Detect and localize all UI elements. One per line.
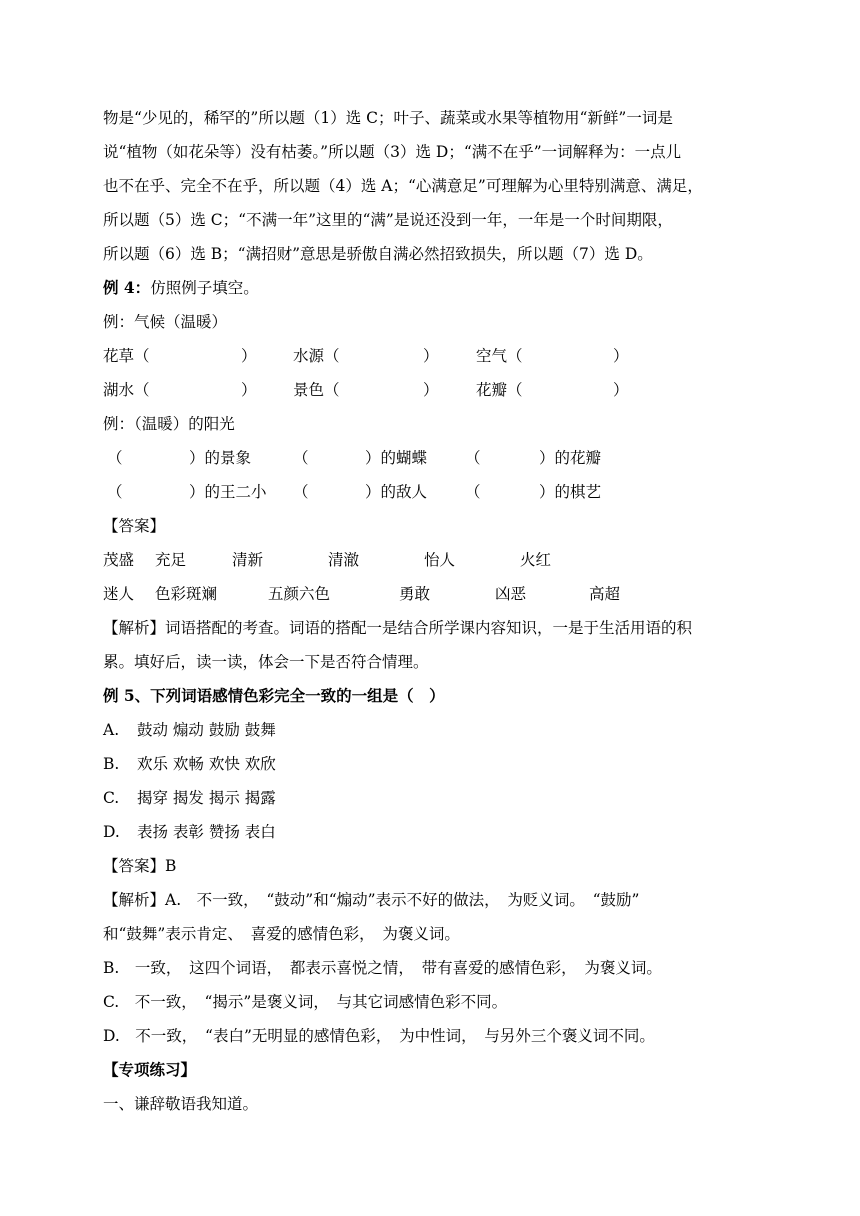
example5-title: 例 5、下列词语感情色彩完全一致的一组是（ ） [103,686,445,705]
analysis-line: 【解析】A. 不一致， “鼓动”和“煽动”表示不好的做法， 为贬义词。 “鼓励” [103,891,640,909]
option-text: 鼓动 煽动 鼓励 鼓舞 [137,721,276,739]
fill-item-close: ） [613,381,629,399]
answer-word: 茂盛 [103,551,135,569]
fill-item-open: 景色（ [293,381,340,399]
example5-answer: 【答案】B [103,857,177,875]
practice-heading: 【专项练习】 [103,1060,197,1079]
analysis-line: 累。填好后，读一读，体会一下是否符合情理。 [103,653,429,671]
answer-word: 迷人 [103,585,135,603]
fill-item-open: 湖水（ [103,381,150,399]
fill-item-suffix: ）的棋艺 [539,483,602,501]
answer-word: 高超 [589,585,621,603]
analysis-line: D. 不一致， “表白”无明显的感情色彩， 为中性词， 与另外三个褒义词不同。 [103,1027,655,1045]
analysis-line: B. 一致， 这四个词语， 都表示喜悦之情， 带有喜爱的感情色彩， 为褒义词。 [103,959,662,977]
answer-word: 火红 [520,551,552,569]
fill-item-close: ） [613,347,629,365]
fill-item-suffix: ）的景象 [189,449,252,467]
fill-item-open: 花瓣（ [476,381,523,399]
option-letter: A. [103,721,120,739]
explanation-line: 所以题（5）选 C；“不满一年”这里的“满”是说还没到一年，一年是一个时间期限， [103,211,673,229]
example4-sample1: 例：气候（温暖） [103,313,228,331]
option-letter: C. [103,789,120,807]
fill-item-open: （ [107,449,123,467]
answer-word: 清新 [232,551,264,569]
fill-item-suffix: ）的花瓣 [539,449,602,467]
fill-item-close: ） [423,347,439,365]
analysis-line: C. 不一致， “揭示”是褒义词， 与其它词感情色彩不同。 [103,993,508,1011]
analysis-line: 和“鼓舞”表示肯定、 喜爱的感情色彩， 为褒义词。 [103,925,460,943]
fill-item-open: （ [293,483,309,501]
explanation-line: 所以题（6）选 B；“满招财”意思是骄傲自满必然招致损失，所以题（7）选 D。 [103,245,653,263]
fill-item-suffix: ）的蝴蝶 [365,449,428,467]
fill-item-close: ） [423,381,439,399]
example4-heading [103,277,763,299]
analysis-line: 【解析】词语搭配的考查。词语的搭配一是结合所学课内容知识，一是于生活用语的积 [103,619,693,637]
fill-item-suffix: ）的敌人 [365,483,428,501]
fill-item-open: （ [465,449,481,467]
fill-item-open: （ [293,449,309,467]
answer-word: 色彩斑斓 [155,585,218,603]
fill-item-open: 水源（ [293,347,340,365]
option-text: 欢乐 欢畅 欢快 欢欣 [137,755,276,773]
answer-word: 怡人 [424,551,456,569]
explanation-line: 也不在乎、完全不在乎，所以题（4）选 A；“心满意足”可理解为心里特别满意、满足， [103,177,703,195]
example4-title: 仿照例子填空。 [150,279,259,297]
fill-item-open: （ [107,483,123,501]
fill-item-open: 空气（ [476,347,523,365]
answer-label: 【答案】 [103,517,166,535]
answer-word: 勇敢 [399,585,431,603]
fill-item-open: 花草（ [103,347,150,365]
fill-item-open: （ [465,483,481,501]
fill-item-suffix: ）的王二小 [189,483,267,501]
explanation-line: 物是“少见的，稀罕的”所以题（1）选 C；叶子、蔬菜或水果等植物用“新鲜”一词是 [103,109,673,127]
answer-word: 清澈 [328,551,360,569]
practice-item: 一、谦辞敬语我知道。 [103,1095,259,1113]
option-letter: B. [103,755,120,773]
explanation-line: 说“植物（如花朵等）没有枯萎。”所以题（3）选 D；“满不在乎”一词解释为：一点儿 [103,143,682,161]
example4-sample2: 例：（温暖）的阳光 [103,415,235,433]
fill-item-close: ） [241,347,257,365]
option-text: 揭穿 揭发 揭示 揭露 [137,789,276,807]
option-letter: D. [103,823,120,841]
option-text: 表扬 表彰 赞扬 表白 [137,823,276,841]
answer-word: 五颜六色 [268,585,331,603]
fill-item-close: ） [241,381,257,399]
answer-word: 充足 [155,551,187,569]
example4-label: 例 4： [103,278,151,297]
answer-word: 凶恶 [495,585,527,603]
